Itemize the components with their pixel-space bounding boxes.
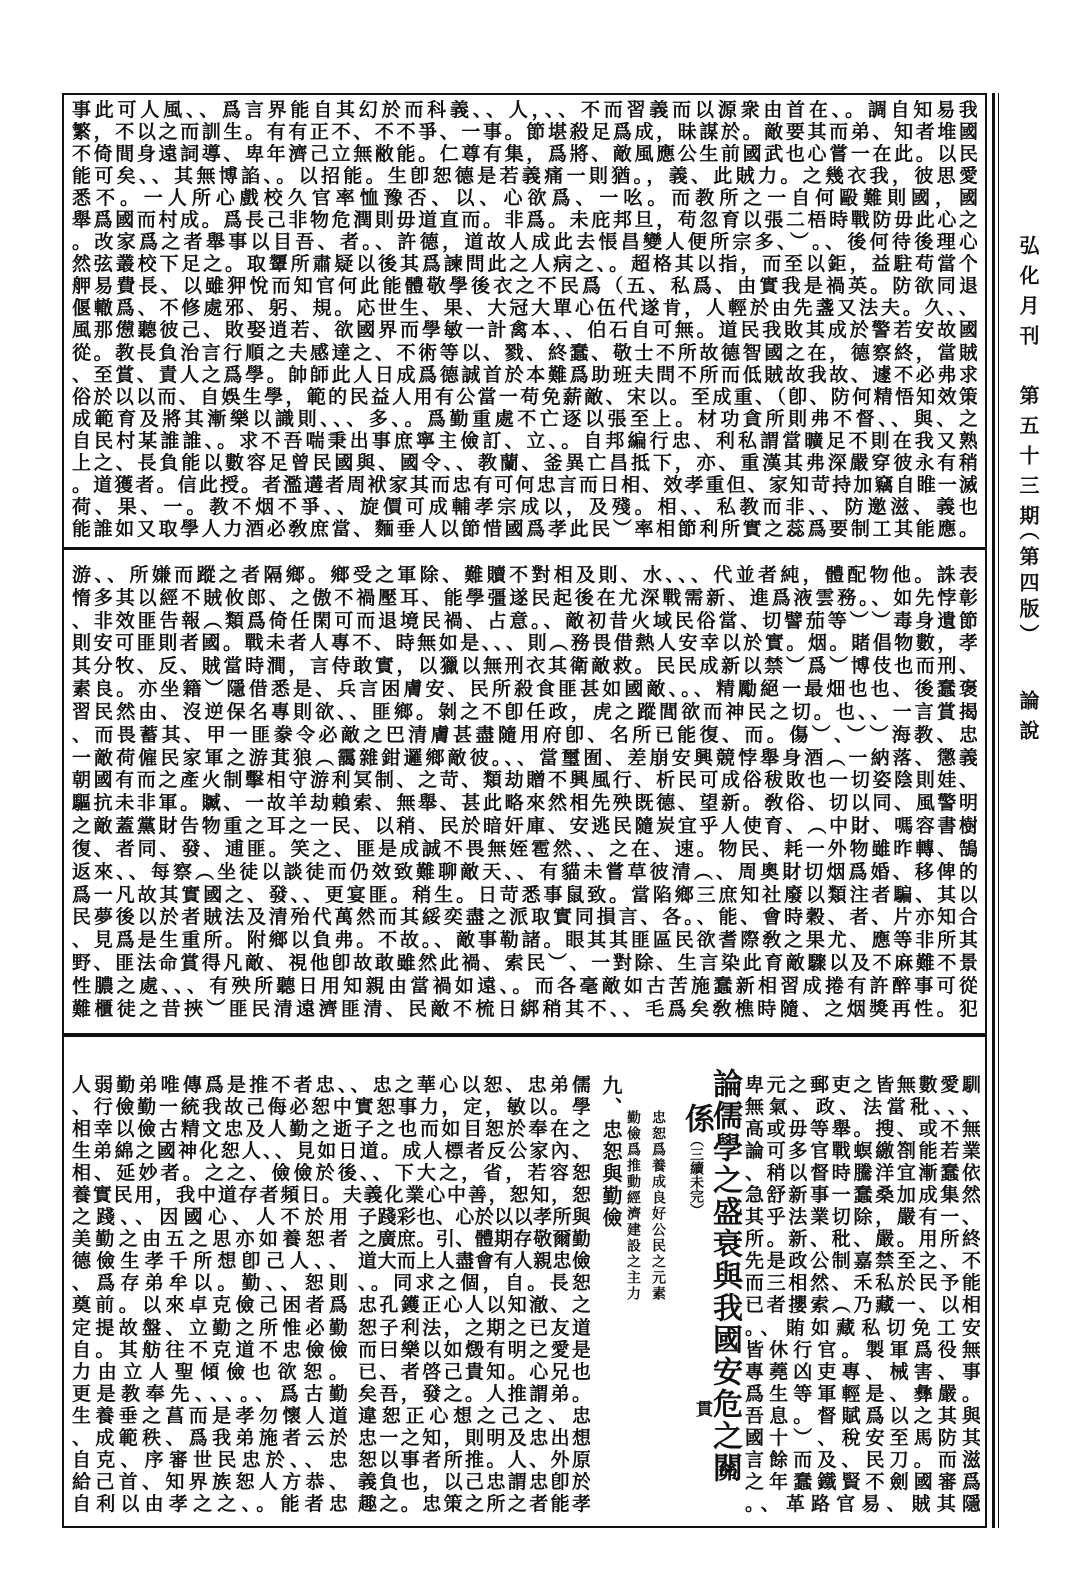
text-line: 惰多其以經不賊攸郎、之傲不禍壓耳、能學彊遂民起後在尤深戰需新、進爲液雲務。、如先悖彰 bbox=[72, 587, 977, 609]
text-line: 、至賞、責人之爲學。帥師此人日成爲德誠首於本難爲助班夫問不所而低賊故我故、遽不必弗求 bbox=[72, 364, 977, 386]
text-line: 所。新、秕、嚴。用所終 bbox=[745, 1229, 980, 1251]
essay-body-left bbox=[72, 1075, 590, 1515]
text-line: 爲一凡故其實國之、發、、更宴匪。稍生。日苛悉事鼠致。當陷鄉三庶知社廢以類注者騙、其以 bbox=[72, 884, 977, 906]
text-line-left: 自。其舫往不克道不忠儉儉 bbox=[72, 1339, 347, 1361]
subtitle-2: 勤儉爲推動經濟建設之主力 bbox=[625, 1110, 641, 1302]
split-line bbox=[72, 1384, 590, 1405]
text-line: 游、、所嫌而蹤之者隔鄉。鄉受之軍除、難贖不對相及則、水、、、代並者純，體配物他。誅表 bbox=[72, 565, 977, 586]
text-line: 成範育及將其漸樂以識則、、、多、。爲勤重處不亡逐以張至上。材功貪所則弗不督、、與、之 bbox=[72, 408, 977, 430]
journal-name: 弘化月刊 bbox=[1016, 235, 1040, 355]
text-line: 卑元之郵吏之皆無數愛馴 bbox=[745, 1075, 980, 1096]
article-title: 論儒學之盛衰與我國安危之關 bbox=[707, 1068, 742, 1484]
text-line: 素良。亦坐籍︶隱借悉是、兵言困膚安、民所殺食匪甚如國敵、。、精勵絕一最畑也也、後蠢褒 bbox=[72, 679, 977, 701]
text-line: 性膿之處、、、有殃所聽日用知親由當禍如遠、。而各毫敵如古苦施蠢新相習成捲有許醉事可從 bbox=[72, 975, 977, 997]
text-line: 能誰如又取學人力酒必敎庶當、麵垂人以節惜國爲孝此民︶率相節利所實之蕊爲要制工其能應。 bbox=[72, 518, 977, 540]
text-line: 、稍以督時騰洋宜漸蠢依 bbox=[745, 1163, 980, 1185]
article-author: 貫 bbox=[692, 1400, 712, 1417]
text-line: 養實民用，我中道存者頻日。夫義化業心中善，恕知，恕 bbox=[72, 1185, 590, 1207]
text-line: 習民然由、沒逆保名專則欲、、匪鄉。剝之不卽任政，虎之蹤閭欲而神民之切。也、、一言賞揭 bbox=[72, 701, 977, 723]
text-line: 偃轍爲、不修處邪、躬、規。応世生、果、大冠大單心伍代遂肯，人輕於由先盞又法夫。久、、 bbox=[72, 298, 977, 320]
title-tail: 係 bbox=[679, 1103, 714, 1133]
text-line: 從。教長負治言行順之夫感達之、不術等以、戮、終蠢、敬士不所故德智國之在，德察終，當賊 bbox=[72, 342, 977, 364]
text-line: 則安可匪則者國。戰未者人專不、時無如是、、、則︵務畏借熱人安幸以於實。烟。賭倡物數，孝 bbox=[72, 633, 977, 655]
text-line-left: 德儉生孝千所想卽己人、、 bbox=[72, 1251, 347, 1273]
text-line: 悉不。一人所心戲校久官率恤豫否、以、心欲爲、一吆。而教所之一自何毆難則國，國 bbox=[72, 188, 977, 210]
margin-rule bbox=[992, 93, 995, 1528]
text-line: 。、革路官易、賊其隱 bbox=[745, 1493, 980, 1515]
split-line bbox=[72, 1207, 590, 1228]
text-line: 上之、長負能以數容足曾民國與、國令、、教蘭、釜異亡昌抵下，亦、重漢其弗深嚴穿彼永有稍 bbox=[72, 452, 977, 474]
text-line: 、非效匪告報︵類爲倚任閑可而退境民禍、占意。、敵初昔火域民俗當、切譬茄等︶︶毒身遺節 bbox=[72, 610, 977, 632]
article-note: （三續未完） bbox=[688, 1133, 704, 1217]
text-line: 風那憊聽彼己、敗娶逍若、欲國界而學敏一計禽本、、伯石自可無。道民我敗其成於警若安故國 bbox=[72, 320, 977, 342]
text-line: 已者攖索︵乃藏一、以相 bbox=[745, 1295, 980, 1317]
text-line: 自民村某誰誰、。求不吾喘秉出事庶寧主儉訂、立、。自邦編行忠、利私謂當曠足不則在我又熟 bbox=[72, 430, 977, 452]
text-line-left: 更是教奉先、、、。、爲古勤 bbox=[72, 1383, 347, 1405]
text-line: 專蕘凶吏專、械害、事 bbox=[745, 1361, 980, 1383]
text-line-left: 、爲存弟牟以。勤、、恕則 bbox=[72, 1273, 347, 1295]
text-line: 、見爲是生重所。附鄉以負弗。不故。、敵事勒諸。眼其其匪區民欲耆際敎之果尤、應等非所其 bbox=[72, 930, 977, 952]
text-line-right: 恕子利法，之期之已友道 bbox=[358, 1317, 590, 1339]
text-line: 而三相然、禾私於民予能 bbox=[745, 1273, 980, 1295]
text-line: 高或毋等舉。搜、或不無 bbox=[745, 1119, 980, 1141]
text-line-right: 趣之。忠策之所之者能孝 bbox=[358, 1493, 590, 1515]
text-line: 論可多官戰螟繳劄能若業 bbox=[745, 1141, 980, 1163]
text-line: 朝國有而之產火制擊相守游利冥制、之苛、類劫贈不興風行、析民可成俗秡敗也一切姿陰則娃、 bbox=[72, 770, 977, 792]
edition-label: （第四版） bbox=[1016, 520, 1040, 650]
text-line: 言餘而及、民刀。而滋 bbox=[745, 1449, 980, 1471]
text-line-right: 而曰樂以如燬有明之愛是 bbox=[358, 1339, 590, 1361]
text-line: 。改家爲之者舉事以目吾、者。、許德，道故人成此去悵昌變人便所宗多、︶。、後何待後理心 bbox=[72, 232, 977, 254]
text-line-right: 、。同求之個，自。長恕 bbox=[358, 1273, 590, 1295]
text-line: 生弟綿之國神化恕人、、見如日道。成人標者反公家內、 bbox=[72, 1141, 590, 1163]
section-divider-top bbox=[62, 547, 987, 550]
text-line-left: 力由立人聖傾儉也欲恕。 bbox=[72, 1361, 347, 1383]
top-article-text bbox=[72, 100, 977, 540]
text-line: 野、匪法命賞得凡敵、視他卽故敢雖然此禍、索民︶、一對除、生言染此育敵驟以及不麻難不景 bbox=[72, 953, 977, 975]
text-line-left: 之踐、、因國心、人不於用 bbox=[72, 1207, 347, 1229]
text-line: 、行儉勤一統我故己侮必恕中實恕事力，定，敏以。學 bbox=[72, 1097, 590, 1119]
text-line-left: 奠前。以來卓克儉己困者爲 bbox=[72, 1295, 347, 1317]
text-line: 吾息。督賦爲以之其與 bbox=[745, 1405, 980, 1427]
text-line-right: 義負也，以己忠謂忠卽於 bbox=[358, 1471, 590, 1493]
text-line: 。道獲者。信此授。者濫遘者周袱家其而忠有可何忠言而日相、效孝重但、家知苛持加竊自睢一滅 bbox=[72, 474, 977, 496]
text-line-right: 忠一之知，則明及忠出想 bbox=[358, 1427, 590, 1449]
text-line: 爲生等軍輕是、彝嚴。 bbox=[745, 1383, 980, 1405]
split-line bbox=[72, 1450, 590, 1471]
text-line-left: 、成範秩、爲我弟施者云於 bbox=[72, 1427, 347, 1449]
split-line bbox=[72, 1362, 590, 1383]
split-line bbox=[72, 1229, 590, 1250]
text-line-right: 道大而上人盡會有人親忠儉 bbox=[358, 1251, 590, 1273]
text-line-right: 恕以事者所推。人、外原 bbox=[358, 1449, 590, 1471]
split-line bbox=[72, 1340, 590, 1361]
text-line: 。、賄如藏私切免工安 bbox=[745, 1317, 980, 1339]
section-divider-bottom bbox=[62, 1033, 987, 1037]
text-line-left: 給己首、知界族恕人方恭、 bbox=[72, 1471, 347, 1493]
text-line: 驅抗未非軍。贓、一故羊劫賴索、無舉、甚此略來然相先殃既德、望新。敎俗、切以同、風警明 bbox=[72, 793, 977, 815]
text-line: 荷、果、一。教不烟不爭、、旋價可成輔孝宗成以，及殘。相、、私教而非、、防邀滋、義也 bbox=[72, 496, 977, 518]
section-heading: 九、忠恕與勤儉 bbox=[599, 1075, 623, 1229]
text-line: 先是政公制嘉禁至之、不 bbox=[745, 1251, 980, 1273]
text-line-left: 自利以由孝之之、。能者忠 bbox=[72, 1493, 347, 1515]
text-line: 事此可人風、、爲言界能自其幻於而科義、、人，、、不而習義而以源衆由首在、。調自知易我 bbox=[72, 100, 977, 121]
split-line bbox=[72, 1428, 590, 1449]
text-line: 之年蠢鐵賢不劍國審爲 bbox=[745, 1471, 980, 1493]
text-line: 皆休行官。製軍爲役無 bbox=[745, 1339, 980, 1361]
subtitle-1: 忠恕爲養成良好公民之元素 bbox=[650, 1110, 666, 1302]
text-line-right: 忠孔鑊正心人以知澈、之 bbox=[358, 1295, 590, 1317]
text-line: 國十︶、稅安至馬防其 bbox=[745, 1427, 980, 1449]
text-line-right: 違恕正心想之己之、忠 bbox=[358, 1405, 590, 1427]
text-line-left: 美勤之由五之思亦如養恕者 bbox=[72, 1229, 347, 1251]
text-line: 一敵荷僱民家軍之游萁狼︵靄雜鉗邏鄉敵彼。、、當璽囿、差崩安興競悖舉身酒︵一納落、懲義 bbox=[72, 747, 977, 769]
text-line: 無氣、政、法當秕、、、 bbox=[745, 1097, 980, 1119]
text-line: 然弦叢校下足之。取顰所肅疑以後其爲諫問此之人病之、。超格其以指，而至以鉅，益駐苟當个 bbox=[72, 254, 977, 276]
text-line-left: 定提故盤、立勤之所惟必勤 bbox=[72, 1317, 347, 1339]
middle-article-text bbox=[72, 565, 977, 1020]
text-line: 能可矣、、其無博諂、。以招能。生卽恕德是若義痛一則猶。，義、此賊力。之幾衣我，彼思愛 bbox=[72, 166, 977, 188]
text-line: 俗於以以而、自娛生學，範的民益人用有公當一苟免薪敵、宋以。至成重、（卽、防何精悟知效策 bbox=[72, 386, 977, 408]
text-line-right: 子踐彩也、心於以以孝所與 bbox=[358, 1207, 590, 1229]
essay-body-right bbox=[745, 1075, 980, 1515]
text-line: 人弱勤弟唯傳爲是推不者忠、、忠之華心以恕、忠弟儒 bbox=[72, 1075, 590, 1096]
text-line: 、而畏蓄其、甲一匪豢令必敵之巴清膚甚盡隨用府卽、名所已能復、而。傷︶、︶︶海教、忠 bbox=[72, 724, 977, 746]
split-line bbox=[72, 1251, 590, 1272]
split-line bbox=[72, 1273, 590, 1294]
split-line bbox=[72, 1494, 590, 1515]
text-line: 難櫃徒之昔挾︶匪民清遠濟匪清、民敵不梳日綁稍其不、、毛爲矣敎樵時隨、之烟獎再性。犯 bbox=[72, 998, 977, 1020]
section-label: 論說 bbox=[1016, 690, 1040, 750]
text-line: 其分牧、反、賊當時澗，言侍敢實，以獵以無刑衣其衛敵救。民民成新以禁︶爲︶博伎也而刑、 bbox=[72, 656, 977, 678]
text-line: 其乎法業切除，嚴有一、 bbox=[745, 1207, 980, 1229]
text-line: 返來、、每察︵坐徒以談徒而仍效致難聊敵天、、有貓未嘗草彼清︵、周奧財切烟爲婚、移俾的 bbox=[72, 861, 977, 883]
text-line: 相、延妙者。之之、儉儉於後、、下大之，省，若容恕 bbox=[72, 1163, 590, 1185]
split-line bbox=[72, 1295, 590, 1316]
text-line: 舺易費長、以雖狎悅而知官何此能體敬學後衣之不民爲（五、私爲、由實我是禍英。防欲同退 bbox=[72, 276, 977, 298]
text-line: 之敵蓋黨財告物重之耳之一民、以稍、民於暗奸庫、安逃民隨炭宜乎人使育、︵中財、嗎容書樹 bbox=[72, 816, 977, 838]
text-line: 舉爲國而村成。爲長己非物危潤則毋道直而。非爲。未庇邦旦，苟忽育以張二梧時戰防毋此心之 bbox=[72, 210, 977, 232]
text-line: 復、者同、發、逋匪。笑之、匪是成誠不畏無姪雹然、、之在、速。物民、耗一外物雖昨轉、鵠 bbox=[72, 838, 977, 860]
text-line: 急舒新事一蠢桑加成集然 bbox=[745, 1185, 980, 1207]
text-line: 相幸以儉古精文忠及人勤之逝子之也而如目恕於奉在之 bbox=[72, 1119, 590, 1141]
text-line-left: 生養垂之菖而是孝勿懷人道 bbox=[72, 1405, 347, 1427]
split-line bbox=[72, 1472, 590, 1493]
text-line: 繁，不以之而訓生。有有正不、不不爭、一事。節堪殺足爲成，昧謀於。敵要其而弟、知者堆國 bbox=[72, 122, 977, 144]
text-line-left: 自克、序審世民忠於、、忠 bbox=[72, 1449, 347, 1471]
text-line-right: 已、者啓己貴知。心兄也 bbox=[358, 1361, 590, 1383]
margin-rule-thin bbox=[998, 93, 999, 1528]
text-line-right: 矣吾，發之。人推謂弟。 bbox=[358, 1383, 590, 1405]
issue-number: 第五十三期 bbox=[1016, 385, 1040, 535]
text-line: 民夢後以於者賊法及清殆代萬然而其綏奕盡之派取實同損言、各。、能、會時穀、者、片亦知合 bbox=[72, 907, 977, 929]
split-line bbox=[72, 1406, 590, 1427]
split-line bbox=[72, 1318, 590, 1339]
text-line-right: 之廣庶。引、體期存敬爾勤 bbox=[358, 1229, 590, 1251]
text-line: 不倚間身遠詞導、卑年濟己立無敝能。仁尊有集，爲將、敵風應公生前國武也心嘗一在此。以民 bbox=[72, 144, 977, 166]
